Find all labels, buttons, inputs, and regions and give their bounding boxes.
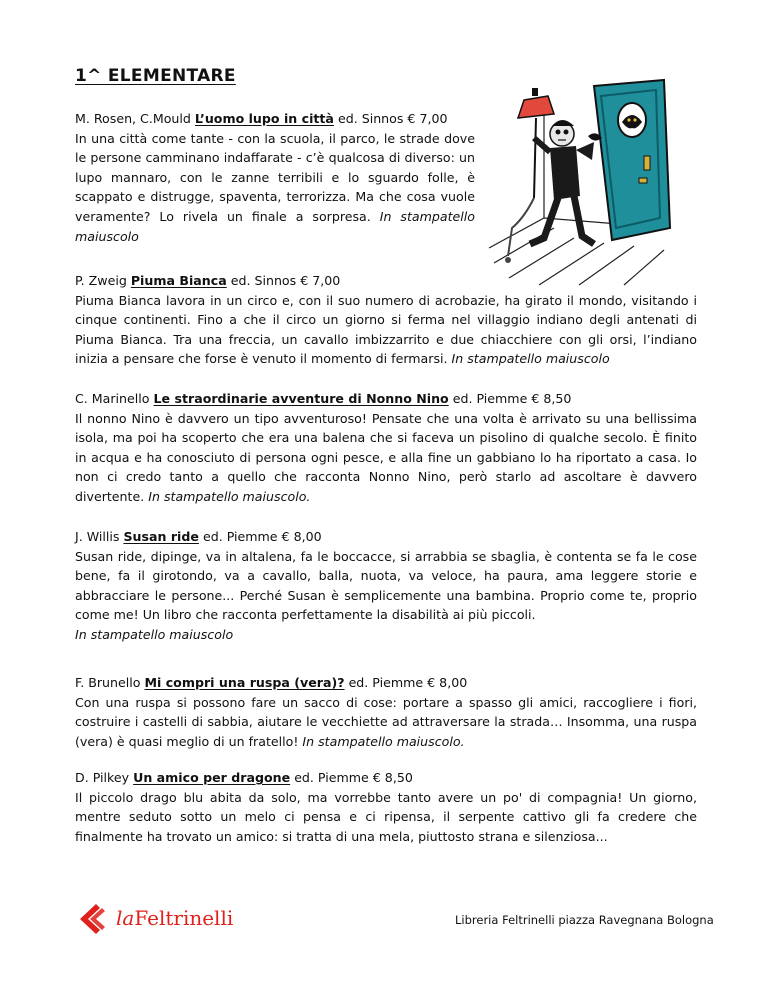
book-entry <box>75 109 475 246</box>
book-title: Susan ride <box>123 529 199 544</box>
book-description: Il piccolo drago blu abita da solo, ma vorrebbe tanto avere un po' di compagnia! Un giorno, mentre seduto sotto un melo ci pensa e ci ripensa, il serpente cattivo gli fa credere che finalmente ha trovato un amico: si tratta di una mela, piuttosto strana e silenziosa... <box>75 789 697 844</box>
book-text <box>75 527 697 645</box>
book-text <box>75 389 697 507</box>
book-author: P. Zweig <box>75 273 127 288</box>
book-text <box>75 768 697 846</box>
book-note: In stampatello maiuscolo <box>75 208 475 244</box>
book-text <box>75 271 697 369</box>
book-author: D. Pilkey <box>75 770 130 785</box>
book-author: M. Rosen, C.Mould <box>75 111 191 126</box>
feltrinelli-logo <box>78 902 248 936</box>
book-entry <box>75 768 697 846</box>
book-details: ed. Piemme € 8,00 <box>348 675 468 690</box>
feltrinelli-mark-icon <box>78 902 114 936</box>
book-title: Mi compri una ruspa (vera)? <box>144 675 345 690</box>
door-icon <box>594 80 670 240</box>
book-description: Il nonno Nino è davvero un tipo avventuroso! Pensate che una volta è arrivato su una bellissima isola, ma poi ha scoperto che era una balena che si faceva un pisolino di qualche secolo. È finito in acqua e ha conosciuto di persona ogni pesce, e alla fine un gabbiano lo ha riportato a casa. Io non ci credo tanto a quello che racconta Nonno Nino, però starlo ad ascoltare è davvero divertente. <box>75 410 697 504</box>
book-entry <box>75 527 697 645</box>
book-entry <box>75 389 697 507</box>
book-description: Con una ruspa si possono fare un sacco di cose: portare a spasso gli amici, raccogliere i fiori, costruire i castelli di sabbia, aiutare le vecchiette ad attraversare la strada… Insomma, una ruspa (vera) è quasi meglio di un fratello! <box>75 694 697 749</box>
book-text <box>75 109 475 246</box>
book-details: ed. Piemme € 8,00 <box>202 529 322 544</box>
book-title: L’uomo lupo in città <box>194 111 334 126</box>
book-description: Susan ride, dipinge, va in altalena, fa le boccacce, si arrabbia se sbaglia, è contenta se fa le cose bene, fa il girotondo, va a cavallo, balla, nuota, va veloce, ha paura, ama leggere storie e abbracciare le persone... Perché Susan è semplicemente una bambina. Proprio come te, proprio come me! Un libro che racconta perfettamente la disabilità ai più piccoli. <box>75 548 697 623</box>
book-note: In stampatello maiuscolo <box>451 351 610 367</box>
book-entry <box>75 673 697 751</box>
book-note: In stampatello maiuscolo <box>75 626 234 642</box>
book-title: Le straordinarie avventure di Nonno Nino <box>153 391 449 406</box>
book-details: ed. Piemme € 8,50 <box>294 770 413 785</box>
book-note: In stampatello maiuscolo. <box>302 733 465 749</box>
page-title: 1^ ELEMENTARE <box>75 66 236 86</box>
book-details: ed. Piemme € 8,50 <box>452 391 572 406</box>
book-description: In una città come tante - con la scuola, il parco, le strade dove le persone camminano indaffarate - c’è qualcosa di diverso: un lupo mannaro, con le zanne terribili e lo sguardo folle, è scappato e distrugge, spaventa, terrorizza. Ma che cosa vuole veramente? Lo rivela un finale a sorpresa. <box>75 130 475 224</box>
book-title: Un amico per dragone <box>133 770 291 785</box>
book-title: Piuma Bianca <box>130 273 227 288</box>
book-author: C. Marinello <box>75 391 150 406</box>
werewolf-illustration <box>484 78 674 286</box>
footer-address: Libreria Feltrinelli piazza Ravegnana Bologna <box>455 913 714 927</box>
book-text <box>75 673 697 751</box>
book-note: In stampatello maiuscolo. <box>148 488 311 504</box>
book-author: F. Brunello <box>75 675 141 690</box>
man-figure-icon <box>530 120 602 244</box>
book-author: J. Willis <box>75 529 120 544</box>
book-entry <box>75 271 697 369</box>
book-details: ed. Sinnos € 7,00 <box>337 111 448 126</box>
logo-wordmark: laFeltrinelli <box>116 906 234 930</box>
book-details: ed. Sinnos € 7,00 <box>230 273 341 288</box>
book-description: Piuma Bianca lavora in un circo e, con il suo numero di acrobazie, ha girato il mondo, visitando i cinque continenti. Fino a che il circo un giorno si ferma nel villaggio indiano degli antenati di Piuma Bianca. Tra una freccia, un cavallo imbizzarrito e due chiacchiere con gli orsi, l’indiano inizia a pensare che forse è venuto il momento di fermarsi. <box>75 292 697 367</box>
